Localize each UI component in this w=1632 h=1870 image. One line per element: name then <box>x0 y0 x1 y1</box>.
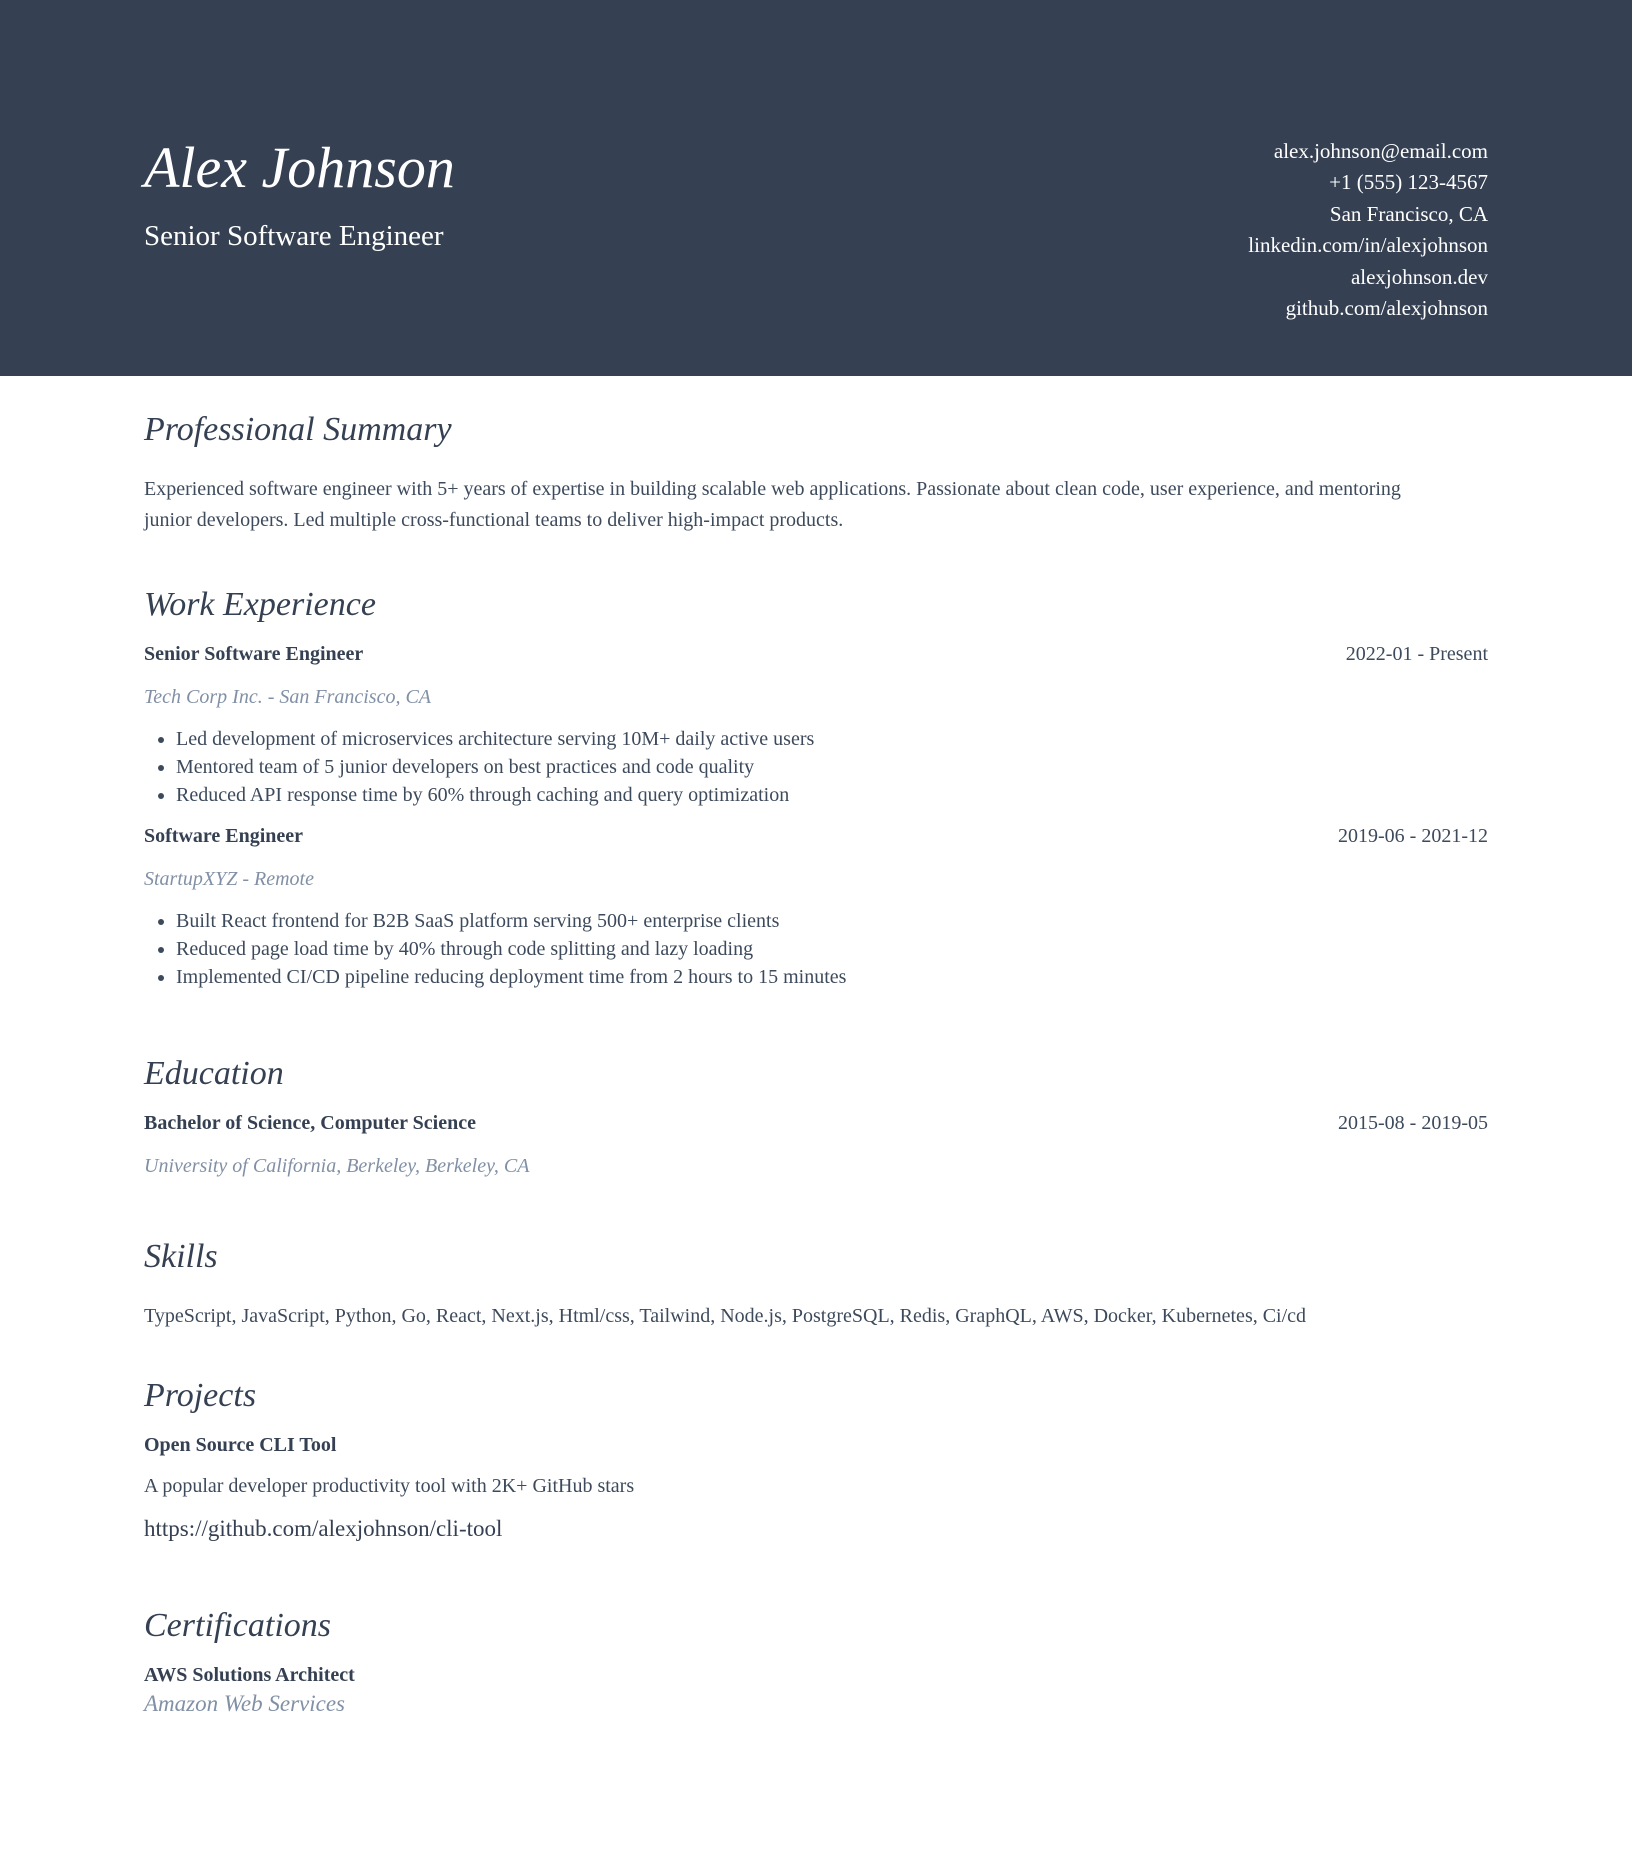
contact-info <box>1248 136 1488 324</box>
skills-heading: Skills <box>144 1238 218 1275</box>
education-section <box>144 1052 1488 1178</box>
job-header <box>144 643 1488 666</box>
resume-header <box>0 0 1632 376</box>
summary-text: Experienced software engineer with 5+ years of expertise in building scalable web applications. Passionate about clean code, user experience, and mentoring junior developers. Led multiple cross-functional teams to deliver high-impact products. <box>144 478 1401 531</box>
job-company: Tech Corp Inc. - San Francisco, CA <box>144 686 432 708</box>
skills-section <box>144 1235 1488 1328</box>
education-degree: Bachelor of Science, Computer Science <box>144 1112 476 1134</box>
contact-linkedin[interactable]: linkedin.com/in/alexjohnson <box>1248 233 1488 258</box>
job-bullets <box>144 907 1488 991</box>
job-entry <box>144 643 1488 809</box>
project-description: A popular developer productivity tool with 2K+ GitHub stars <box>144 1475 635 1497</box>
candidate-name: Alex Johnson <box>144 135 455 200</box>
job-bullet: • Built React frontend for B2B SaaS platform serving 500+ enterprise clients <box>176 907 1488 935</box>
experience-section <box>144 583 1488 991</box>
contact-github[interactable]: github.com/alexjohnson <box>1285 296 1488 321</box>
contact-email[interactable]: alex.johnson@email.com <box>1273 139 1488 163</box>
job-bullet: • Reduced API response time by 60% through caching and query optimization <box>176 781 1488 809</box>
education-dates: 2015-08 - 2019-05 <box>1338 1112 1488 1134</box>
summary-section <box>144 408 1488 536</box>
candidate-title: Senior Software Engineer <box>144 220 444 252</box>
education-heading: Education <box>144 1055 284 1092</box>
job-role: Software Engineer <box>144 825 304 847</box>
header-identity <box>144 132 455 254</box>
certification-name: AWS Solutions Architect <box>144 1664 355 1686</box>
job-bullet: • Led development of microservices architecture serving 10M+ daily active users <box>176 725 1488 753</box>
skills-list: TypeScript, JavaScript, Python, Go, React, Next.js, Html/css, Tailwind, Node.js, PostgreSQL, Redis, GraphQL, AWS, Docker, Kubernetes, Ci/cd <box>144 1305 1307 1327</box>
certification-issuer: Amazon Web Services <box>144 1691 345 1716</box>
job-header <box>144 825 1488 848</box>
contact-phone[interactable]: +1 (555) 123-4567 <box>1329 170 1488 195</box>
job-bullet: • Reduced page load time by 40% through code splitting and lazy loading <box>176 935 1488 963</box>
project-name: Open Source CLI Tool <box>144 1434 337 1456</box>
project-link[interactable]: https://github.com/alexjohnson/cli-tool <box>144 1516 503 1541</box>
contact-location: San Francisco, CA <box>1329 201 1488 226</box>
certifications-section <box>144 1604 1488 1717</box>
job-dates: 2019-06 - 2021-12 <box>1338 825 1488 847</box>
job-bullet: • Mentored team of 5 junior developers on best practices and code quality <box>176 753 1488 781</box>
job-entry <box>144 825 1488 991</box>
education-school: University of California, Berkeley, Berkeley, CA <box>144 1155 530 1177</box>
projects-heading: Projects <box>144 1377 257 1414</box>
summary-heading: Professional Summary <box>144 411 452 448</box>
projects-section <box>144 1374 1488 1542</box>
job-role: Senior Software Engineer <box>144 643 364 665</box>
job-company: StartupXYZ - Remote <box>144 868 314 890</box>
contact-website[interactable]: alexjohnson.dev <box>1350 264 1488 289</box>
job-bullet: • Implemented CI/CD pipeline reducing deployment time from 2 hours to 15 minutes <box>176 963 1488 991</box>
job-dates: 2022-01 - Present <box>1345 643 1488 665</box>
experience-heading: Work Experience <box>144 586 376 623</box>
certifications-heading: Certifications <box>144 1607 331 1644</box>
education-header <box>144 1112 1488 1135</box>
job-bullets <box>144 725 1488 809</box>
